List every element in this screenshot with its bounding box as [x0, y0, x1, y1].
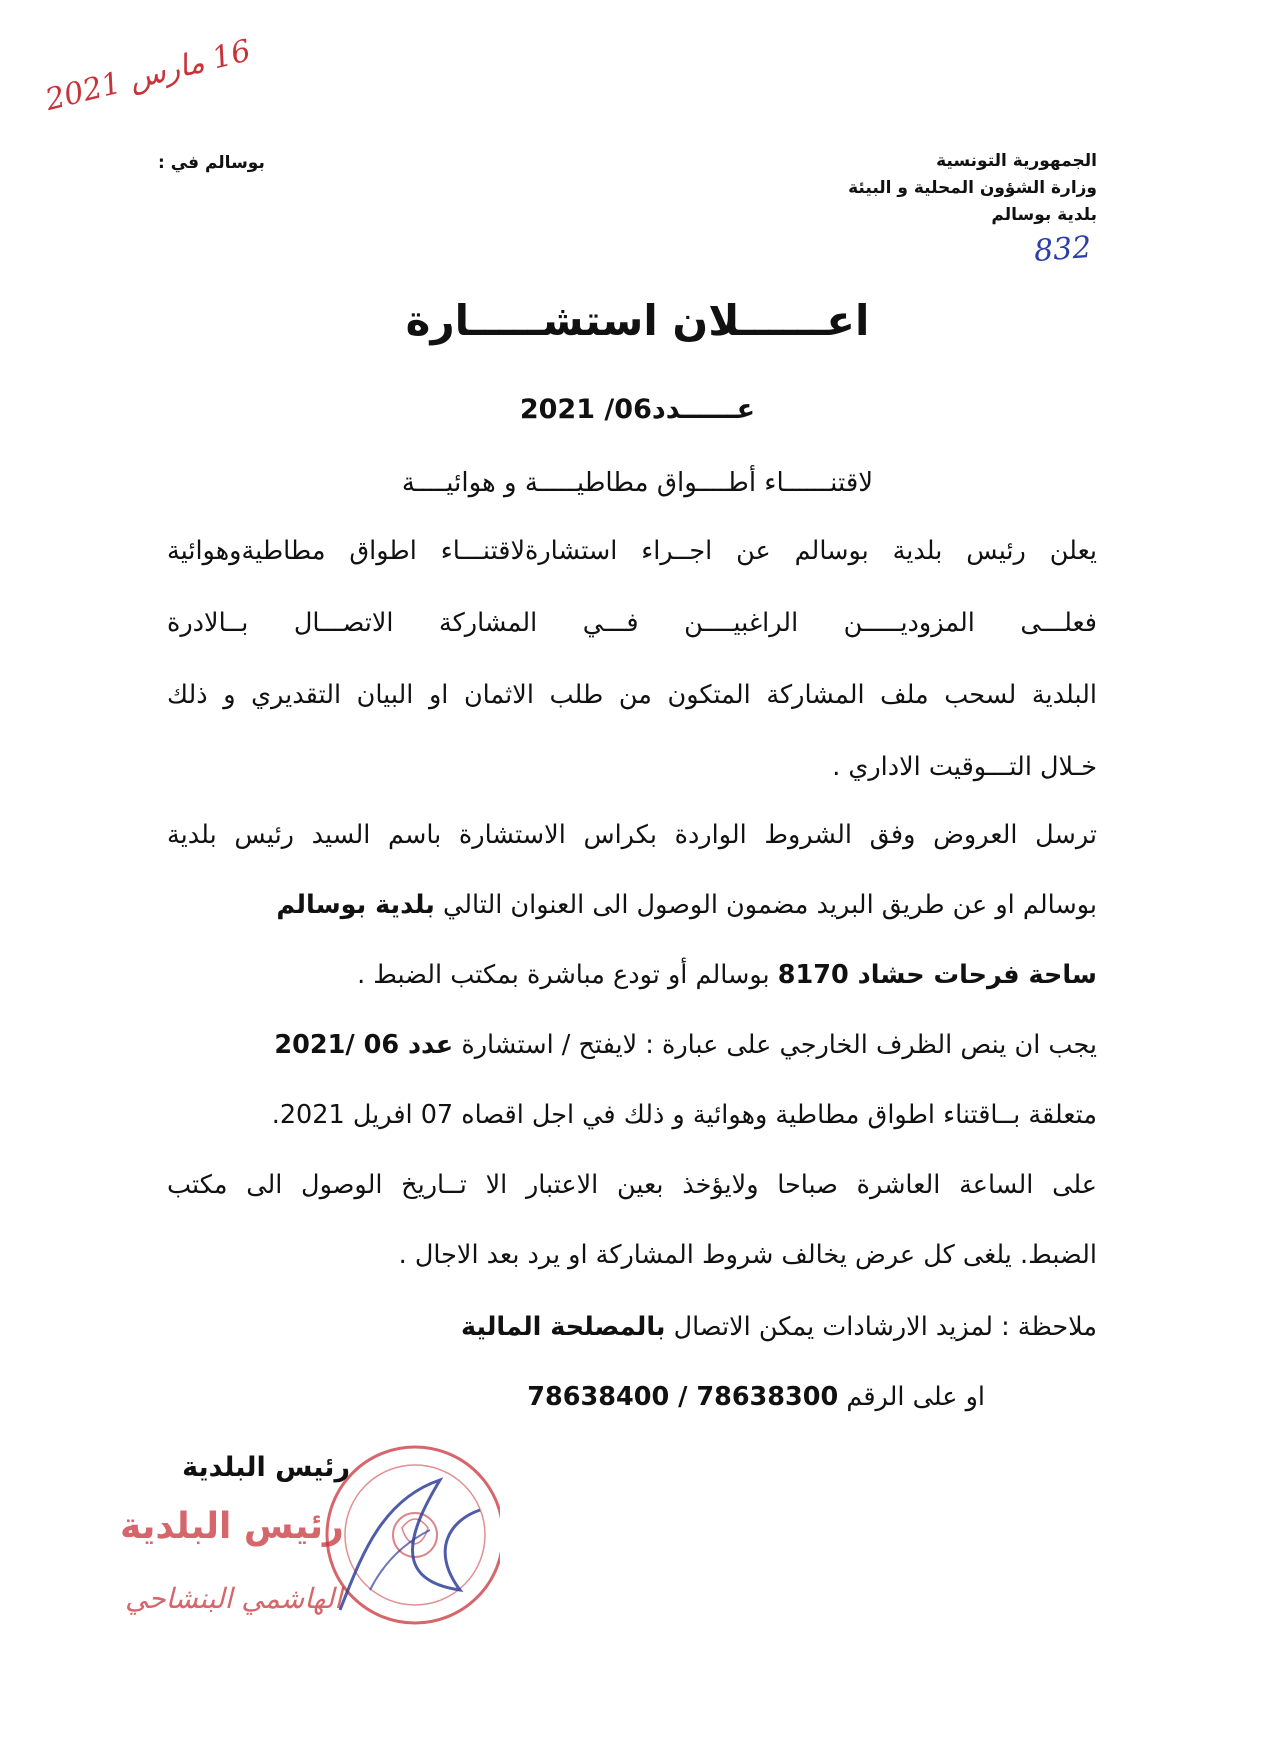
body-line: خـلال التـــوقيت الاداري .: [832, 752, 1097, 782]
stamp-title: رئيس البلدية: [120, 1506, 344, 1547]
stamp-name: الهاشمي البنشاحي: [125, 1582, 342, 1615]
phone-numbers: 78638300 / 78638400: [527, 1382, 839, 1412]
body-line: ترسل العروض وفق الشروط الواردة بكراس الاستشارة باسم السيد رئيس بلدية: [167, 820, 1097, 850]
body-line: يجب ان ينص الظرف الخارجي على عبارة : لايفتح / استشارة عدد 06 /2021: [274, 1030, 1097, 1060]
consultation-subject: لاقتنــــــاء أطــــواق مطاطيـــــة و هوائيــــة: [401, 468, 874, 498]
letterhead-ministry: وزارة الشؤون المحلية و البيئة: [848, 178, 1097, 198]
body-line: ساحة فرحات حشاد 8170 بوسالم أو تودع مباشرة بمكتب الضبط .: [357, 960, 1097, 990]
place-date-label: بوسالم في :: [158, 153, 265, 173]
document-title: اعــــــلان استشـــــارة: [405, 296, 870, 345]
body-line: البلدية لسحب ملف المشاركة المتكون من طلب الاثمان او البيان التقديري و ذلك: [167, 680, 1097, 710]
consultation-number: عــــــدد06/ 2021: [519, 394, 756, 425]
letterhead: [848, 148, 1097, 229]
phone-line: او على الرقم 78638300 / 78638400: [527, 1382, 985, 1412]
finance-department: بالمصلحة المالية: [460, 1312, 666, 1342]
body-line: على الساعة العاشرة صباحا ولايؤخذ بعين الاعتبار الا تــاريخ الوصول الى مكتب: [167, 1170, 1097, 1200]
address-municipality: بلدية بوسالم: [276, 890, 435, 920]
body-line: بوسالم او عن طريق البريد مضمون الوصول الى العنوان التالي بلدية بوسالم: [276, 890, 1097, 920]
signatory-title: رئيس البلدية: [182, 1452, 350, 1483]
body-line: فعلـــى المزوديـــــن الراغبيــــن فـــي المشاركة الاتصـــال بــالادرة: [167, 608, 1097, 638]
received-date-stamp: 16 مارس 2021: [42, 33, 255, 118]
letterhead-municipality: بلدية بوسالم: [991, 205, 1097, 225]
note-line: ملاحظة : لمزيد الارشادات يمكن الاتصال بالمصلحة المالية: [460, 1312, 1097, 1342]
envelope-number: عدد 06 /2021: [274, 1030, 454, 1060]
body-line: يعلن رئيس بلدية بوسالم عن اجــراء استشارةلاقتنـــاء اطواق مطاطيةوهوائية: [167, 536, 1097, 566]
letterhead-republic: الجمهورية التونسية: [936, 151, 1097, 171]
reference-number: 832: [1032, 230, 1093, 269]
address-street: ساحة فرحات حشاد 8170: [777, 960, 1097, 990]
body-line: متعلقة بــاقتناء اطواق مطاطية وهوائية و ذلك في اجل اقصاه 07 افريل 2021.: [271, 1100, 1097, 1130]
body-line: الضبط. يلغى كل عرض يخالف شروط المشاركة او يرد بعد الاجال .: [398, 1240, 1097, 1270]
